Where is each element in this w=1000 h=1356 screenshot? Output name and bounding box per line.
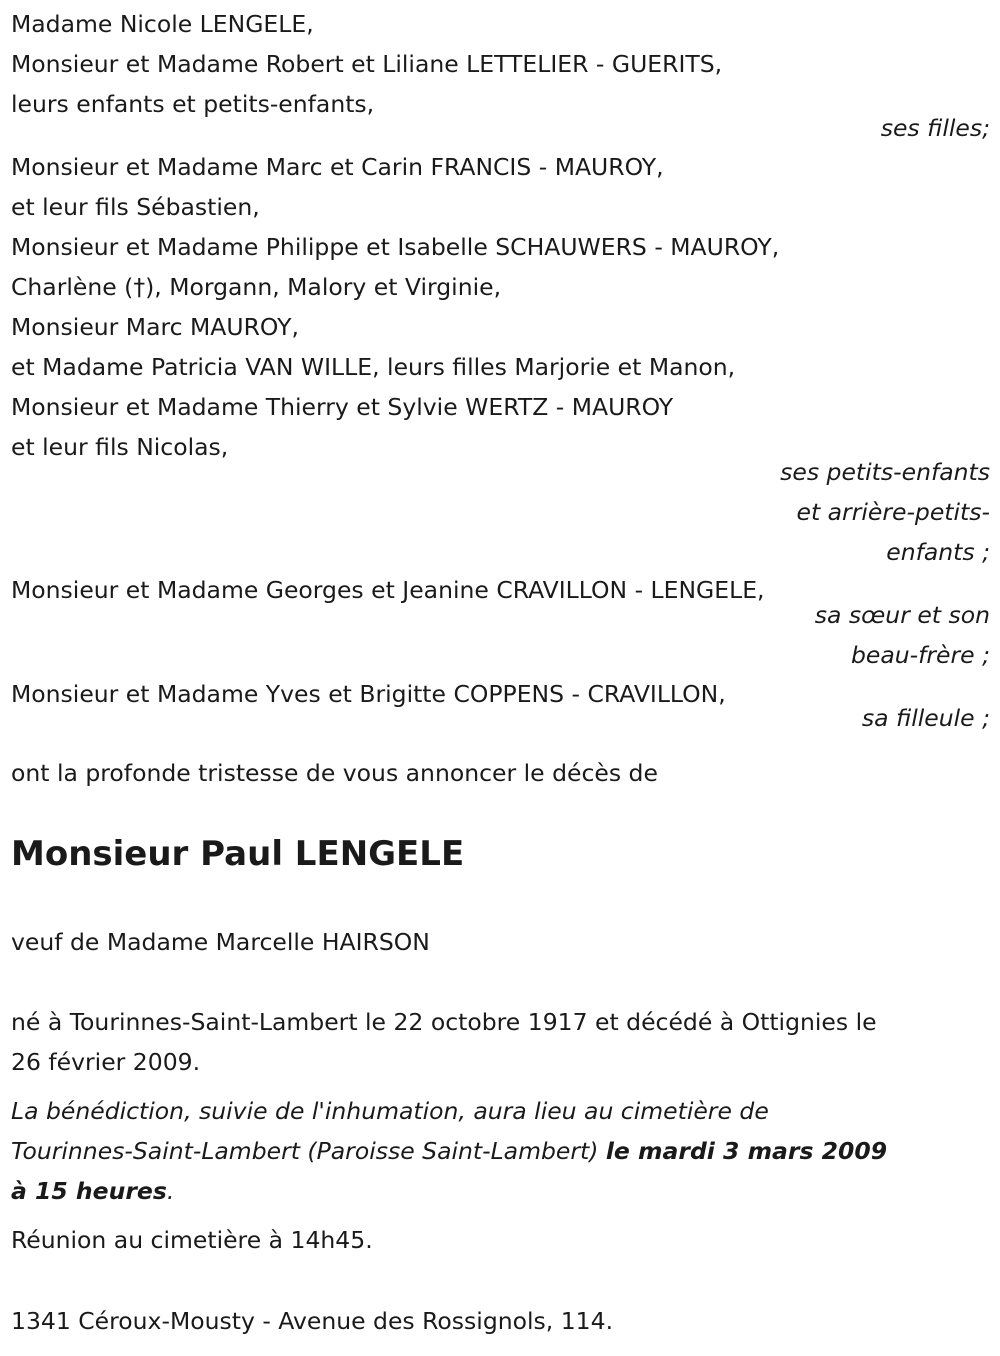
family-line: et leur fils Sébastien, [11, 193, 260, 221]
birth-death-line: 26 février 2009. [11, 1048, 201, 1076]
ceremony-place: Tourinnes-Saint-Lambert (Paroisse Saint-Lambert) [11, 1137, 599, 1165]
ceremony-time: à 15 heures [11, 1177, 167, 1205]
relation-label: sa filleule ; [861, 704, 990, 732]
family-line: Madame Nicole LENGELE, [11, 10, 314, 38]
ceremony-line: La bénédiction, suivie de l'inhumation, aura lieu au cimetière de [11, 1097, 769, 1125]
relation-label: enfants ; [886, 538, 990, 566]
family-line: Charlène (†), Morgann, Malory et Virginie, [11, 273, 502, 301]
announcement-text: ont la profonde tristesse de vous annoncer le décès de [11, 759, 658, 787]
family-line: Monsieur et Madame Marc et Carin FRANCIS - MAUROY, [11, 153, 664, 181]
relation-label: sa sœur et son [814, 601, 990, 629]
relation-label: ses filles; [880, 114, 990, 142]
deceased-name: Monsieur Paul LENGELE [11, 834, 465, 874]
family-line: Monsieur et Madame Yves et Brigitte COPPENS - CRAVILLON, [11, 680, 726, 708]
birth-death-line: né à Tourinnes-Saint-Lambert le 22 octobre 1917 et décédé à Ottignies le [11, 1008, 877, 1036]
relation-label: beau-frère ; [850, 641, 990, 669]
widower-text: veuf de Madame Marcelle HAIRSON [11, 928, 430, 956]
ceremony-date: le mardi 3 mars 2009 [605, 1137, 888, 1165]
family-line: Monsieur et Madame Philippe et Isabelle SCHAUWERS - MAUROY, [11, 233, 780, 261]
reunion-text: Réunion au cimetière à 14h45. [11, 1226, 373, 1254]
address-text: 1341 Céroux-Mousty - Avenue des Rossignols, 114. [11, 1307, 614, 1335]
family-line: et leur fils Nicolas, [11, 433, 229, 461]
family-line: Monsieur Marc MAUROY, [11, 313, 299, 341]
ceremony-line [11, 1171, 174, 1211]
family-line: Monsieur et Madame Thierry et Sylvie WERTZ - MAUROY [11, 393, 674, 421]
family-line: et Madame Patricia VAN WILLE, leurs filles Marjorie et Manon, [11, 353, 736, 381]
ceremony-period: . [166, 1177, 175, 1205]
family-line: leurs enfants et petits-enfants, [11, 90, 375, 118]
family-line: Monsieur et Madame Robert et Liliane LETTELIER - GUERITS, [11, 50, 723, 78]
relation-label: ses petits-enfants [780, 458, 990, 486]
family-line: Monsieur et Madame Georges et Jeanine CRAVILLON - LENGELE, [11, 576, 765, 604]
ceremony-line [11, 1131, 887, 1171]
relation-label: et arrière-petits- [796, 498, 990, 526]
